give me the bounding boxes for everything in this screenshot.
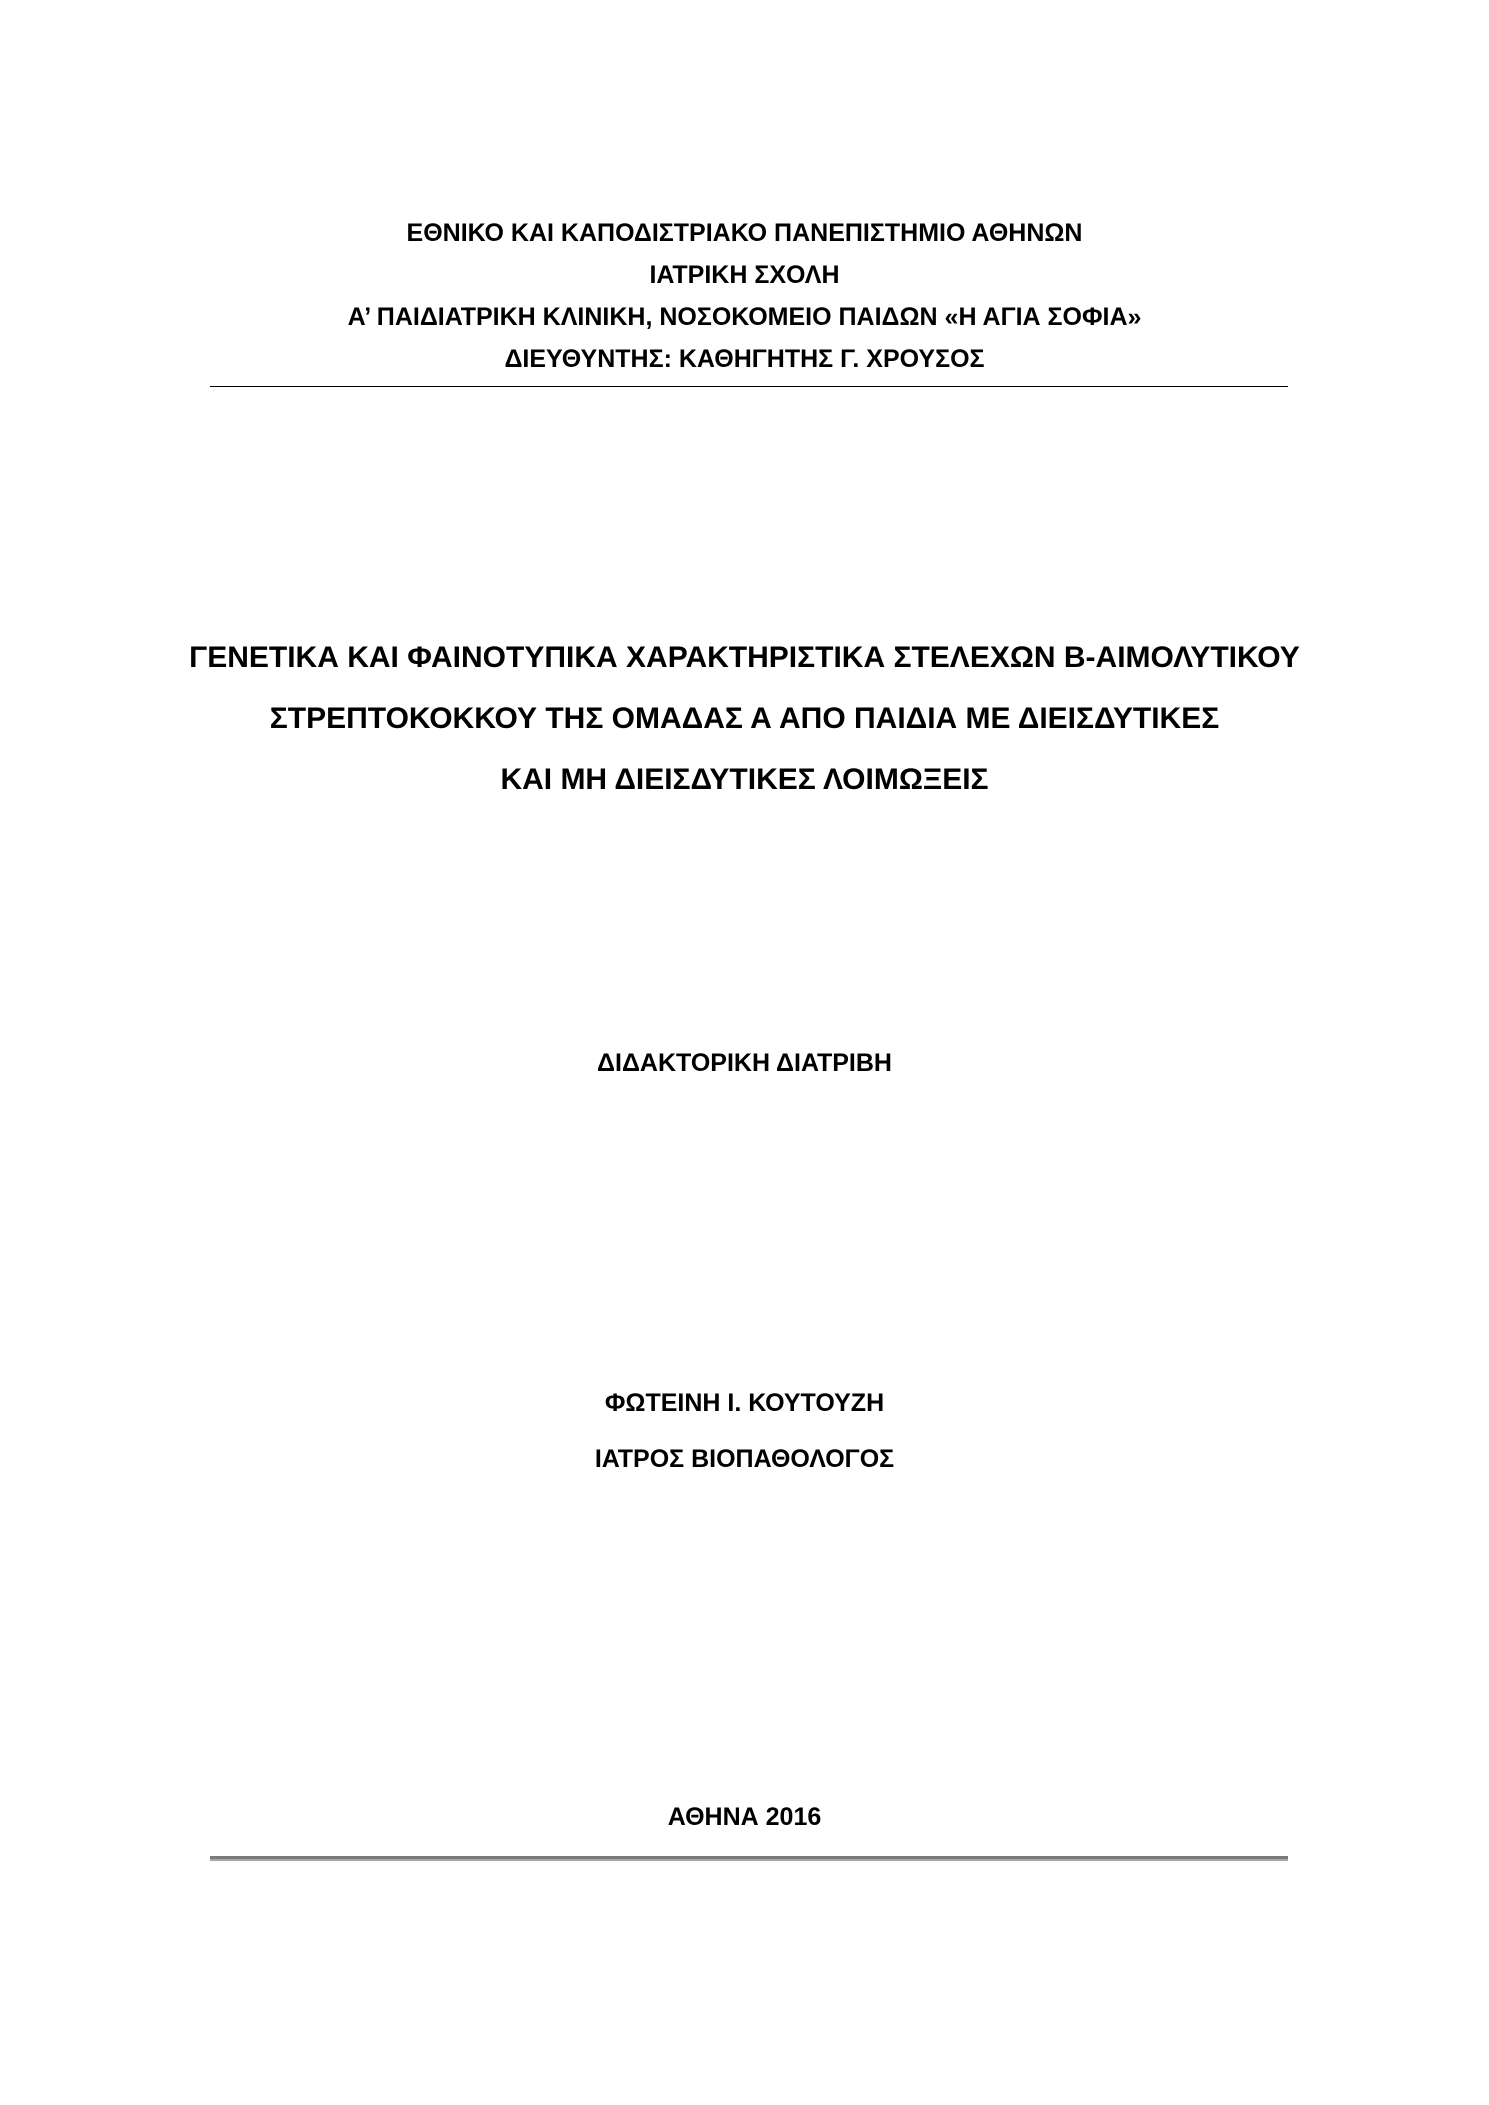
institution-header xyxy=(0,212,1489,380)
director-line: ΔΙΕΥΘΥΝΤΗΣ: ΚΑΘΗΓΗΤΗΣ Γ. ΧΡΟΥΣΟΣ xyxy=(504,345,985,373)
header-divider xyxy=(210,386,1288,387)
place-date: ΑΘΗΝΑ 2016 xyxy=(667,1803,822,1831)
author-info xyxy=(0,1375,1489,1487)
title-line-2: ΣΤΡΕΠΤΟΚΟΚΚΟΥ ΤΗΣ ΟΜΑΔΑΣ Α ΑΠΟ ΠΑΙΔΙΑ ΜΕ ΔΙΕΙΣΔΥΤΙΚΕΣ xyxy=(269,702,1220,735)
university-name: ΕΘΝΙΚΟ ΚΑΙ ΚΑΠΟΔΙΣΤΡΙΑΚΟ ΠΑΝΕΠΙΣΤΗΜΙΟ ΑΘΗΝΩΝ xyxy=(406,219,1083,247)
author-name: ΦΩΤΕΙΝΗ Ι. ΚΟΥΤΟΥΖΗ xyxy=(604,1389,885,1417)
author-role: ΙΑΤΡΟΣ ΒΙΟΠΑΘΟΛΟΓΟΣ xyxy=(594,1445,895,1473)
footer-divider xyxy=(210,1856,1288,1861)
title-line-1: ΓΕΝΕΤΙΚΑ ΚΑΙ ΦΑΙΝΟΤΥΠΙΚΑ ΧΑΡΑΚΤΗΡΙΣΤΙΚΑ ΣΤΕΛΕΧΩΝ Β-ΑΙΜΟΛΥΤΙΚΟΥ xyxy=(189,641,1300,674)
thesis-title xyxy=(0,627,1489,810)
title-line-3: ΚΑΙ ΜΗ ΔΙΕΙΣΔΥΤΙΚΕΣ ΛΟΙΜΩΞΕΙΣ xyxy=(500,763,989,796)
thesis-type: ΔΙΔΑΚΤΟΡΙΚΗ ΔΙΑΤΡΙΒΗ xyxy=(597,1049,892,1077)
school-name: ΙΑΤΡΙΚΗ ΣΧΟΛΗ xyxy=(649,261,840,289)
clinic-name: Α’ ΠΑΙΔΙΑΤΡΙΚΗ ΚΛΙΝΙΚΗ, ΝΟΣΟΚΟΜΕΙΟ ΠΑΙΔΩΝ «Η ΑΓΙΑ ΣΟΦΙΑ» xyxy=(347,303,1142,331)
